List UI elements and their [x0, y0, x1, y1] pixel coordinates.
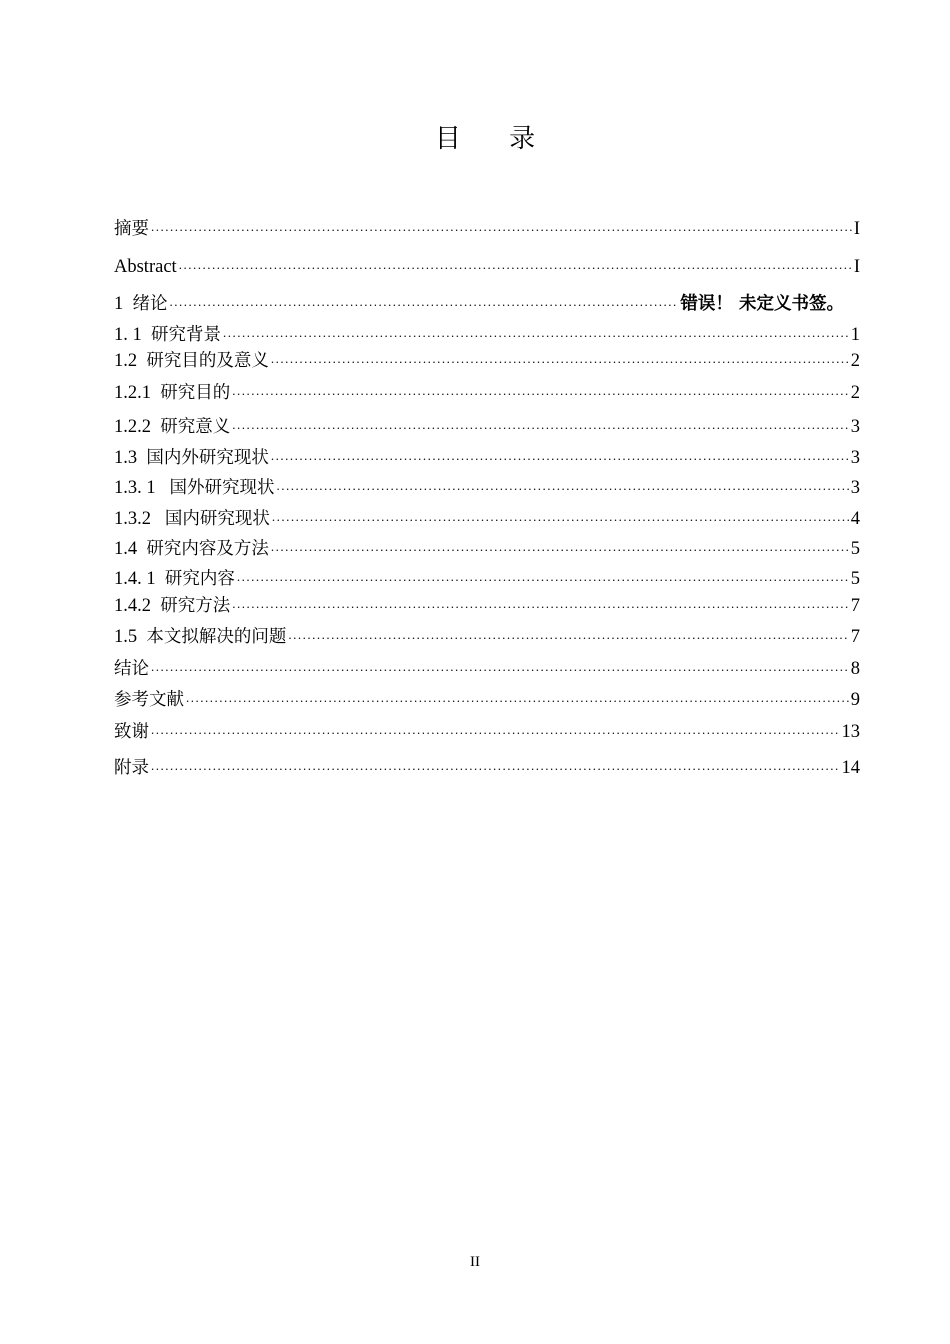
toc-page-number: 14	[841, 758, 860, 778]
toc-entry-abstract-en[interactable]	[114, 250, 860, 278]
toc-entry-content-methods[interactable]	[114, 532, 860, 560]
toc-label: 1.2.2 研究意义	[114, 417, 231, 437]
toc-page-number: 13	[841, 722, 860, 742]
toc-leader-dots	[151, 715, 840, 737]
toc-entry-purpose[interactable]	[114, 376, 860, 404]
toc-label: 1.2 研究目的及意义	[114, 351, 269, 371]
toc-label: 附录	[114, 758, 149, 778]
toc-leader-dots	[232, 589, 849, 611]
toc-label: 1.3.2 国内研究现状	[114, 509, 270, 529]
toc-entry-conclusion[interactable]	[114, 652, 860, 680]
toc-entry-methods[interactable]	[114, 589, 860, 617]
toc-leader-dots	[151, 212, 852, 234]
toc-entry-references[interactable]	[114, 683, 860, 711]
toc-label: 1.4. 1 研究内容	[114, 569, 235, 589]
toc-page-number: 7	[850, 596, 860, 616]
toc-page-number: 2	[850, 383, 860, 403]
toc-page-number: 5	[850, 569, 860, 589]
toc-leader-dots	[232, 376, 849, 398]
toc-label: 1.3 国内外研究现状	[114, 448, 269, 468]
toc-entry-research-status[interactable]	[114, 441, 860, 469]
toc-page-number: 9	[850, 690, 860, 710]
toc-label: 1.4 研究内容及方法	[114, 539, 269, 559]
toc-entry-background[interactable]	[114, 318, 860, 346]
toc-entry-abstract-cn[interactable]	[114, 212, 860, 240]
toc-entry-significance[interactable]	[114, 410, 860, 438]
toc-leader-dots	[186, 683, 849, 705]
toc-leader-dots	[170, 287, 679, 309]
page-title: 目 录	[434, 124, 556, 154]
toc-entry-purpose-significance[interactable]	[114, 344, 860, 372]
toc-entry-foreign-status[interactable]	[114, 471, 860, 499]
toc-leader-dots	[271, 441, 849, 463]
toc-entry-domestic-status[interactable]	[114, 502, 860, 530]
toc-leader-dots	[288, 620, 848, 642]
toc-entry-problems[interactable]	[114, 620, 860, 648]
toc-label: 1 绪论	[114, 294, 168, 314]
toc-label: 1.3. 1 国外研究现状	[114, 478, 275, 498]
toc-leader-dots	[271, 344, 849, 366]
toc-label: 1.4.2 研究方法	[114, 596, 231, 616]
toc-entry-appendix[interactable]	[114, 751, 860, 779]
toc-label: 1.2.1 研究目的	[114, 383, 231, 403]
toc-page-number: 8	[850, 659, 860, 679]
toc-page-number: 7	[850, 627, 860, 647]
toc-leader-dots	[151, 652, 849, 674]
toc-entry-content[interactable]	[114, 562, 860, 590]
toc-page-number: 1	[850, 325, 860, 345]
toc-leader-dots	[151, 751, 840, 773]
toc-label: 摘要	[114, 219, 149, 239]
toc-page-number: 3	[850, 417, 860, 437]
toc-bookmark-error: 错误！ 未定义书签。	[680, 294, 844, 314]
toc-label: 致谢	[114, 722, 149, 742]
toc-leader-dots	[237, 562, 849, 584]
toc-page-number: I	[853, 257, 860, 277]
toc-page-number: 4	[850, 509, 860, 529]
toc-leader-dots	[271, 532, 849, 554]
toc-label: 结论	[114, 659, 149, 679]
toc-page-number: 5	[850, 539, 860, 559]
toc-page-number: 3	[850, 448, 860, 468]
toc-leader-dots	[179, 250, 852, 272]
toc-label: 1. 1 研究背景	[114, 325, 221, 345]
toc-label: 1.5 本文拟解决的问题	[114, 627, 287, 647]
toc-entry-acknowledgements[interactable]	[114, 715, 860, 743]
toc-label: 参考文献	[114, 690, 184, 710]
toc-entry-introduction[interactable]	[114, 287, 860, 315]
footer-page-number: II	[470, 1254, 480, 1270]
toc-page-number: I	[853, 219, 860, 239]
toc-page-number: 2	[850, 351, 860, 371]
toc-page-number: 3	[850, 478, 860, 498]
toc-leader-dots	[232, 410, 849, 432]
toc-leader-dots	[223, 318, 849, 340]
toc-label: Abstract	[114, 257, 177, 277]
toc-leader-dots	[277, 471, 849, 493]
toc-leader-dots	[272, 502, 849, 524]
